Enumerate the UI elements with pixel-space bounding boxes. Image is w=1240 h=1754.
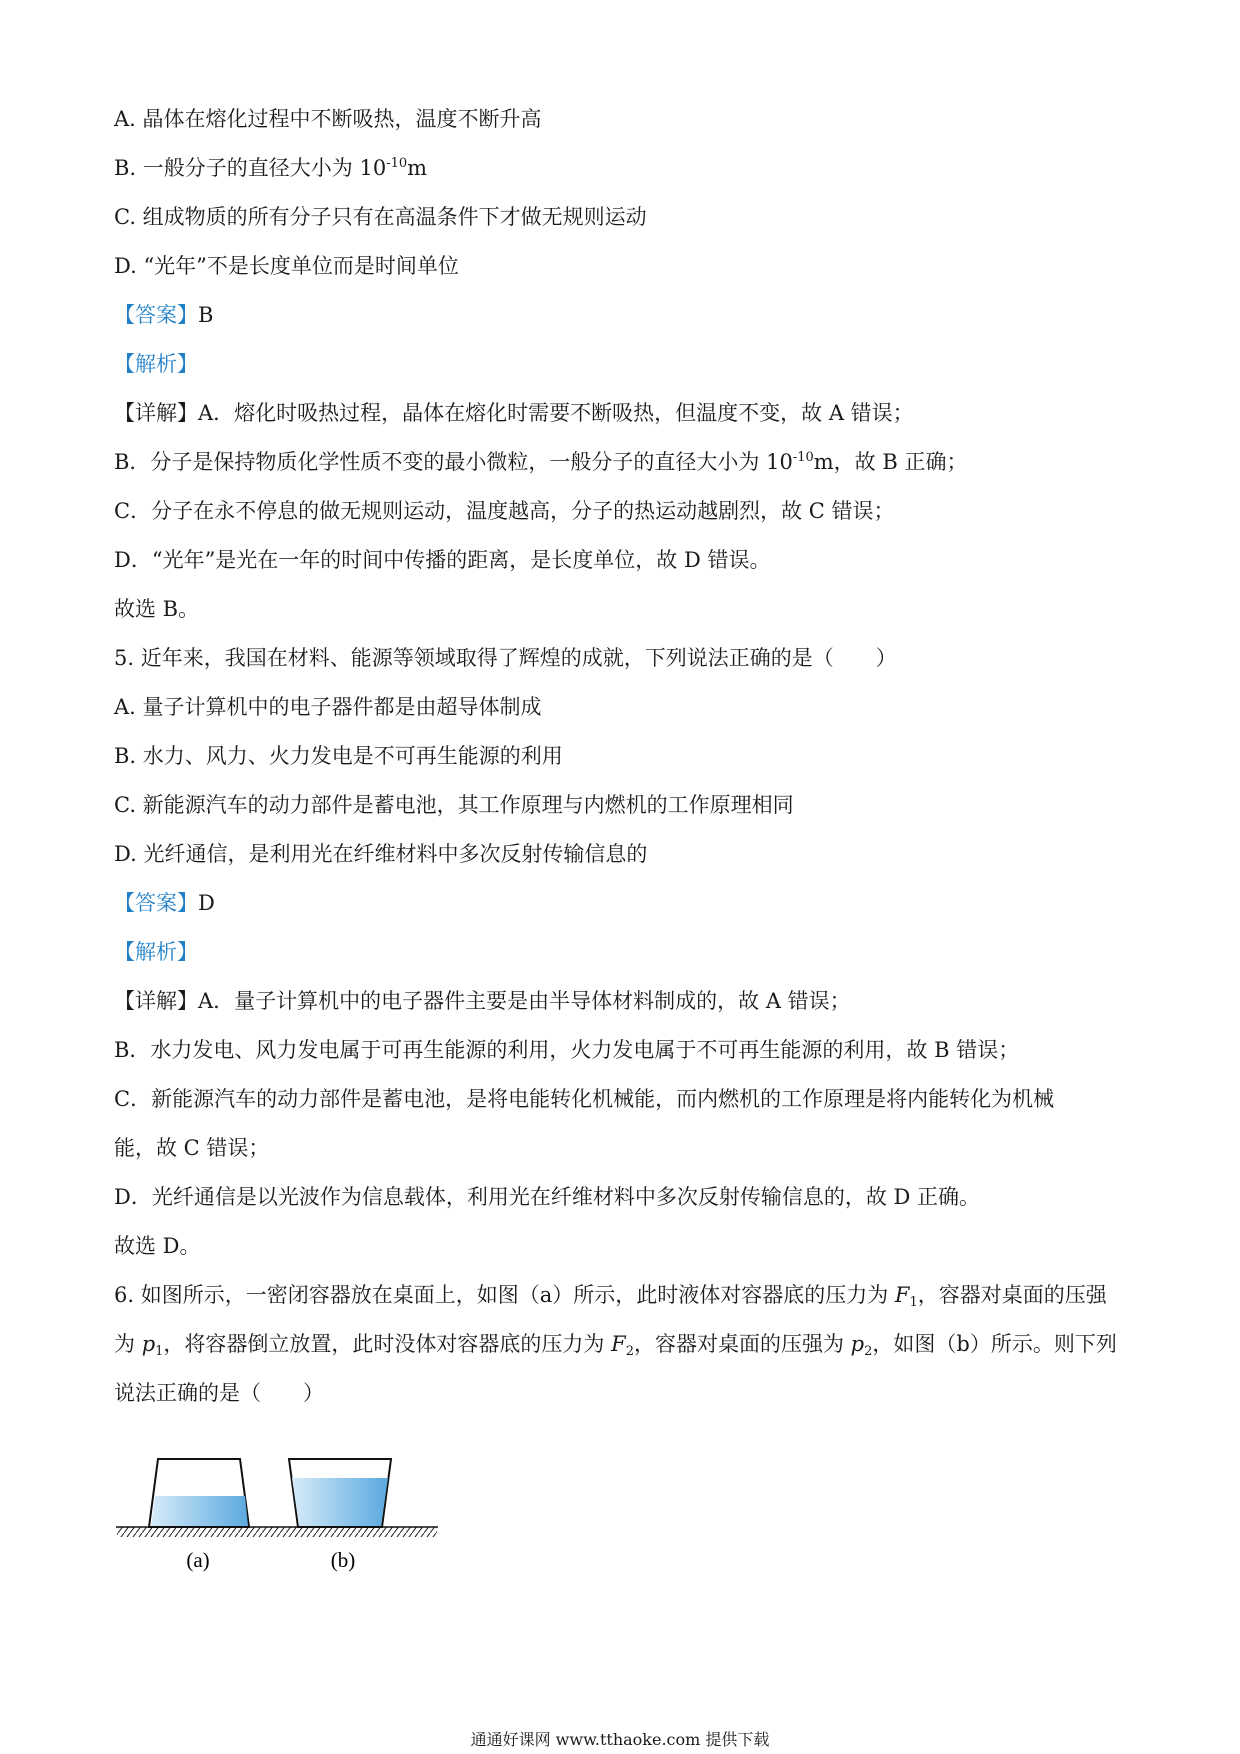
q5-conclusion: 故选 D。 [114,1234,201,1258]
q4-option-b-text: B. 一般分子的直径大小为 10 [114,156,387,180]
var-F2-sub: 2 [625,1344,634,1359]
q4-detail-d: D．“光年”是光在一年的时间中传播的距离，是长度单位，故 D 错误。 [114,548,771,572]
answer-value: B [198,303,214,327]
q4-detail-a-text: A．熔化时吸热过程，晶体在熔化时需要不断吸热，但温度不变，故 A 错误； [198,401,914,425]
q4-option-a: A. 晶体在熔化过程中不断吸热，温度不断升高 [114,107,542,131]
answer-tag: 【答案】 [114,891,198,915]
q4-detail-b-exponent: -10 [792,450,814,465]
q4-conclusion: 故选 B。 [114,597,200,621]
q5-answer [114,888,215,918]
q5-detail-b: B．水力发电、风力发电属于可再生能源的利用，火力发电属于不可再生能源的利用，故 B 错误； [114,1038,1020,1062]
q5-option-a: A. 量子计算机中的电子器件都是由超导体制成 [114,695,542,719]
q6-l1-tail: ，容器对桌面的压强 [917,1283,1107,1307]
q4-detail-b-tail: m，故 B 正确； [813,450,968,474]
q5-analysis-tag: 【解析】 [114,940,198,964]
container-diagram-svg [112,1405,452,1590]
q4-option-b [114,153,427,183]
q5-option-d: D. 光纤通信，是利用光在纤维材料中多次反射传输信息的 [114,842,648,866]
q5-detail-c2: 能，故 C 错误； [114,1136,270,1160]
q6-l2-tail: ，如图（b）所示。则下列 [872,1332,1117,1356]
page-footer: 通通好课网 www.tthaoke.com 提供下载 [470,1730,770,1749]
q6-stem-line1 [114,1280,1107,1310]
table-hatching [117,1527,437,1537]
answer-value: D [198,891,215,915]
var-F1-sub: 1 [909,1295,918,1310]
q5-option-b: B. 水力、风力、火力发电是不可再生能源的利用 [114,744,563,768]
figure-label-a: (a) [186,1548,210,1572]
liquid-a [151,1496,248,1526]
figure-label-b: (b) [330,1548,356,1572]
q4-option-b-unit: m [407,156,428,180]
var-p2: p [850,1332,865,1356]
q6-l2-text2: ，将容器倒立放置，此时没体对容器底的压力为 [163,1332,612,1356]
q4-detail-c: C．分子在永不停息的做无规则运动，温度越高，分子的热运动越剧烈，故 C 错误； [114,499,895,523]
q4-option-d: D. “光年”不是长度单位而是时间单位 [114,254,459,278]
liquid-b [292,1478,388,1526]
var-p2-sub: 2 [864,1344,873,1359]
var-F2: F [611,1332,626,1356]
q6-l2-text: 为 [114,1332,142,1356]
q6-stem-line3: 说法正确的是（ ） [114,1381,324,1405]
q5-stem: 5. 近年来，我国在材料、能源等领域取得了辉煌的成就，下列说法正确的是（ ） [114,646,897,670]
answer-tag: 【答案】 [114,303,198,327]
q6-stem-line2 [114,1329,1117,1359]
q4-detail-b [114,447,967,477]
q5-detail-a-text: A．量子计算机中的电子器件主要是由半导体材料制成的，故 A 错误； [198,989,851,1013]
var-F1: F [894,1283,910,1307]
container-figure [112,1405,452,1594]
q4-option-b-exponent: -10 [386,156,408,171]
var-p1: p [141,1332,156,1356]
detail-tag: 【详解】 [114,401,198,425]
q5-detail-c1: C．新能源汽车的动力部件是蓄电池，是将电能转化机械能，而内燃机的工作原理是将内能转化为机械 [114,1087,1055,1111]
q6-l1-text: 6. 如图所示，一密闭容器放在桌面上，如图（a）所示，此时液体对容器底的压力为 [114,1283,895,1307]
q4-analysis-tag: 【解析】 [114,352,198,376]
q4-option-c: C. 组成物质的所有分子只有在高温条件下才做无规则运动 [114,205,647,229]
detail-tag: 【详解】 [114,989,198,1013]
var-p1-sub: 1 [155,1344,164,1359]
q4-detail-b-text: B．分子是保持物质化学性质不变的最小微粒，一般分子的直径大小为 10 [114,450,793,474]
q5-detail-d: D．光纤通信是以光波作为信息载体，利用光在纤维材料中多次反射传输信息的，故 D 正确。 [114,1185,981,1209]
q4-answer [114,300,213,330]
q6-l2-text3: ，容器对桌面的压强为 [633,1332,851,1356]
q4-detail-a [114,398,914,428]
q5-option-c: C. 新能源汽车的动力部件是蓄电池，其工作原理与内燃机的工作原理相同 [114,793,794,817]
q5-detail-a [114,986,851,1016]
